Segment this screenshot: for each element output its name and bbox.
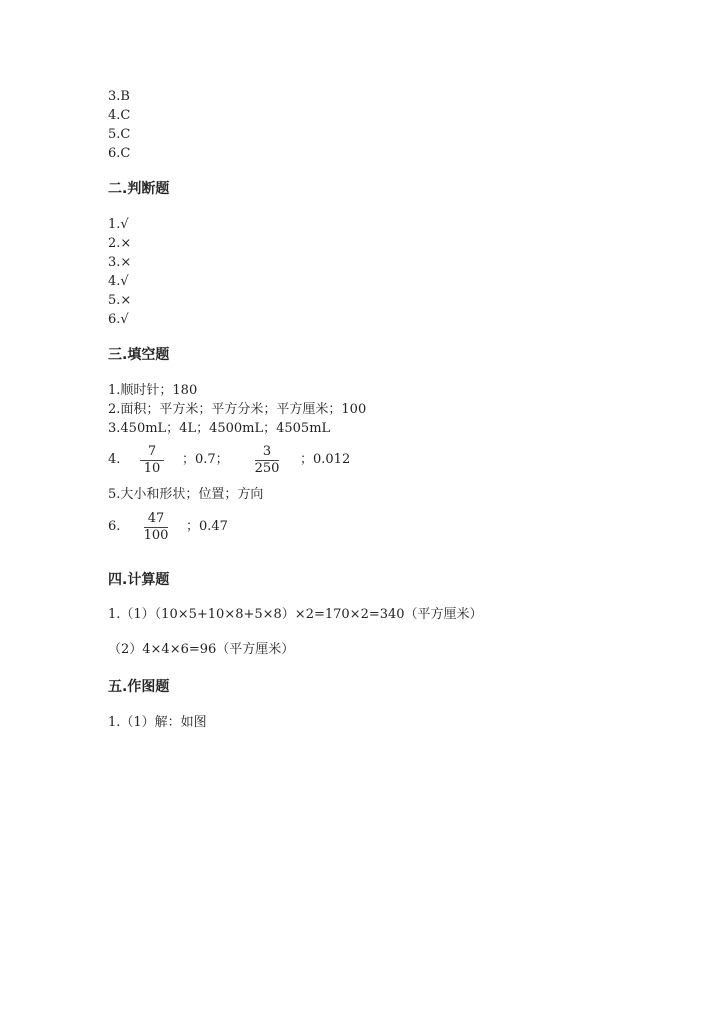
answer-line: 6.C: [108, 146, 131, 161]
section-heading-judge: 二.判断题: [108, 181, 170, 197]
answer-line: 3.450mL；4L；4500mL；4505mL: [108, 421, 331, 436]
fraction: [134, 444, 170, 476]
answer-line: 1.（1）（10×5+10×8+5×8）×2=170×2=340（平方厘米）: [108, 607, 483, 622]
fraction-denominator: 250: [254, 461, 280, 476]
fraction-numerator: 3: [262, 444, 272, 459]
answer-line: （2）4×4×6=96（平方厘米）: [108, 642, 295, 657]
answer-line: 2.面积；平方米；平方分米；平方厘米；100: [108, 402, 367, 417]
answer-line: 5.C: [108, 127, 131, 142]
answer-line: 4.√: [108, 274, 129, 289]
fraction: [138, 511, 174, 543]
answer-text: ；0.47: [186, 519, 228, 534]
answer-line: 5.大小和形状；位置；方向: [108, 487, 264, 502]
answer-text: ；0.7；: [182, 452, 229, 467]
answer-line: 3.×: [108, 255, 132, 270]
answer-line: 5.×: [108, 293, 132, 308]
answer-line: 1.（1）解：如图: [108, 715, 207, 730]
item-number: 4.: [108, 452, 121, 467]
section-heading-draw: 五.作图题: [108, 679, 170, 695]
fraction-numerator: 47: [147, 511, 165, 526]
answer-line: 3.B: [108, 89, 130, 104]
answer-text: ；0.012: [300, 452, 351, 467]
answer-line: 4.C: [108, 108, 131, 123]
section-heading-fill: 三.填空题: [108, 347, 170, 363]
answer-line: 1.√: [108, 217, 129, 232]
answer-line: 2.×: [108, 236, 132, 251]
fraction: [249, 444, 285, 476]
item-number: 6.: [108, 519, 121, 534]
fraction-denominator: 100: [143, 528, 169, 543]
fraction-denominator: 10: [143, 461, 161, 476]
section-heading-calc: 四.计算题: [108, 572, 170, 588]
fraction-numerator: 7: [147, 444, 157, 459]
answer-line: 6.√: [108, 312, 129, 327]
answer-line: 1.顺时针；180: [108, 383, 198, 398]
